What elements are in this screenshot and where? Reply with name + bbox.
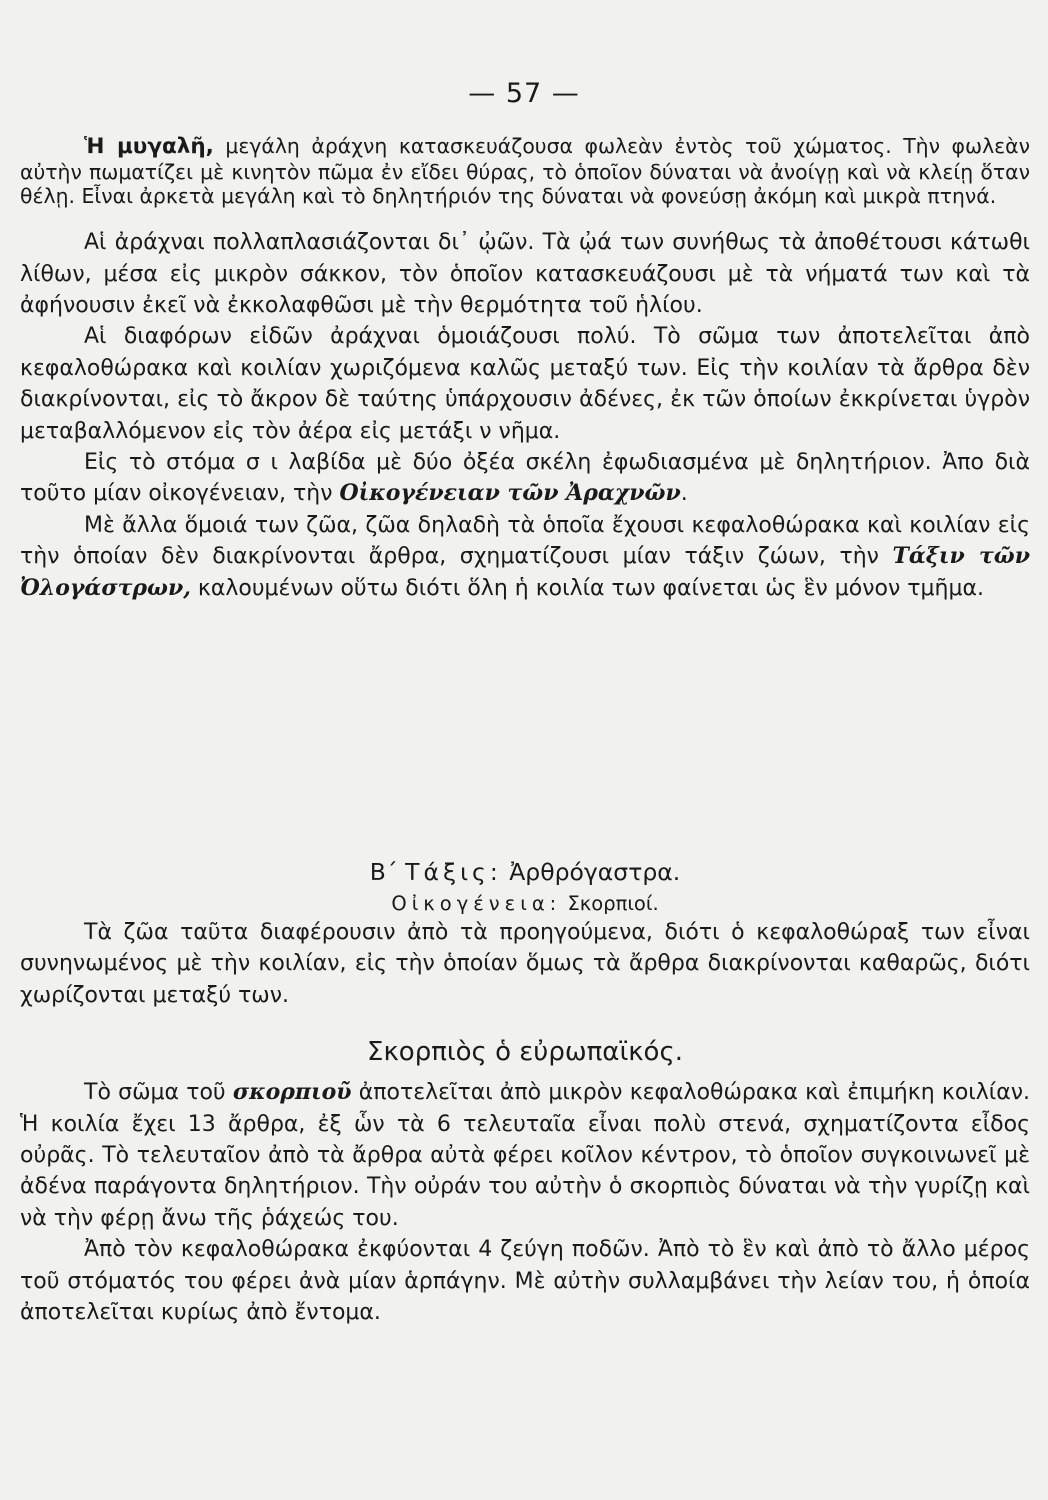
heading-family [20, 892, 1030, 915]
upper-text-block [20, 134, 1030, 604]
mygale-text: μεγάλη ἀράχνη κατασκευάζουσα φωλεὰν ἐντὸς τοῦ χώματος. Τὴν φωλεὰν αὐτὴν πωματίζει μὲ κινητὸν πῶμα ἐν εἴδει θύρας, τὸ ὁποῖον δύναται νὰ ἀνοίγῃ καὶ νὰ κλείῃ ὅταν θέλῃ. Εἶναι ἀρκετὰ μεγάλη καὶ τὸ δηλητήριόν της δύναται νὰ φονεύσῃ ἀκόμη καὶ μικρὰ πτηνά. [20, 134, 1030, 209]
paragraph-mouth [20, 447, 1030, 510]
paragraph-legs: Ἀπὸ τὸν κεφαλοθώρακα ἐκφύονται 4 ζεύγη ποδῶν. Ἀπὸ τὸ ἓν καὶ ἀπὸ τὸ ἄλλο μέρος τοῦ στόματός του φέρει ἀνὰ μίαν ἁρπάγην. Μὲ αὐτὴν συλλαμβάνει τὴν λείαν του, ἡ ὁποία ἀποτελεῖται κυρίως ἀπὸ ἔντομα. [20, 1237, 1030, 1326]
scorpion-text-1: Τὸ σῶμα τοῦ [84, 1080, 233, 1106]
heading-family-label: Οἰκογένεια: [391, 892, 562, 915]
heading-order [20, 858, 1030, 886]
heading-order-label: Τάξις: [405, 858, 502, 886]
mouth-text: Εἰς τὸ στόμα σ ι λαβίδα μὲ δύο ὀξέα σκέλη ἐφωδιασμένα μὲ δηλητήριον. Ἀπο διὰ τοῦτο μίαν οἰκογένειαν, τὴν [20, 449, 1030, 507]
order-text-2: καλουμένων οὕτω διότι ὅλη ἡ κοιλία των φαίνεται ὡς ἓν μόνον τμῆμα. [190, 575, 984, 601]
order-text-1: Μὲ ἄλλα ὅμοιά των ζῶα, ζῶα δηλαδὴ τὰ ὁποῖα ἔχουσι κεφαλοθώρακα καὶ κοιλίαν εἰς τὴν ὁποίαν δὲν διακρίνονται ἄρθρα, σχηματίζουσι μίαν τάξιν ζώων, τὴν [20, 512, 1030, 570]
scorpion-term: σκορπιοῦ [232, 1079, 352, 1106]
heading-order-name: Ἀρθρόγαστρα. [509, 858, 681, 886]
paragraph-eggs: Αἱ ἀράχναι πολλαπλασιάζονται δι᾽ ᾠῶν. Τὰ ᾠά των συνήθως τὰ ἀποθέτουσι κάτωθι λίθων, μέσα εἰς μικρὸν σάκκον, τὸν ὁποῖον κατασκευάζουσι μὲ τὰ νήματά των καὶ τὰ ἀφήνουσιν ἐκεῖ νὰ ἐκκολαφθῶσι μὲ τὴν θερμότητα τοῦ ἡλίου. [20, 230, 1030, 318]
paragraph-family: Τὰ ζῶα ταῦτα διαφέρουσιν ἀπὸ τὰ προηγούμενα, διότι ὁ κεφαλοθώραξ των εἶναι συνηνωμένος μὲ τὴν κοιλίαν, εἰς τὴν ὁποίαν ὅμως τὰ ἄρθρα διακρίνονται καθαρῶς, διότι χωρίζονται μεταξύ των. [20, 920, 1030, 1008]
heading-order-prefix: Β΄ [369, 858, 398, 886]
lower-text-block [20, 858, 1030, 1328]
order-term: Τάξιν τῶν Ὀλογάστρων, [20, 543, 1030, 601]
family-spiders-term: Οἰκογένειαν τῶν Ἀραχνῶν [339, 480, 681, 507]
paragraph-mygale [20, 134, 1030, 209]
paragraph-species: Αἱ διαφόρων εἰδῶν ἀράχναι ὁμοιάζουσι πολύ. Τὸ σῶμα των ἀποτελεῖται ἀπὸ κεφαλοθώρακα καὶ κοιλίαν χωριζόμενα καλῶς μεταξύ των. Εἰς τὴν κοιλίαν τὰ ἄρθρα δὲν διακρίνονται, εἰς τὸ ἄκρον δὲ ταύτης ὑπάρχουσιν ἀδένες, ἐκ τῶν ὁποίων ἐκκρίνεται ὑγρὸν μεταβαλλόμενον εἰς τὸν ἀέρα εἰς μετάξι ν νῆμα. [20, 324, 1030, 444]
heading-species: Σκορπιὸς ὁ εὐρωπαϊκός. [367, 1037, 683, 1068]
heading-family-name: Σκορπιοί. [567, 892, 659, 915]
mouth-tail: . [680, 481, 688, 507]
mygale-term: Ἡ μυγαλῆ, [84, 134, 214, 159]
scorpion-text-2: ἀποτελεῖται ἀπὸ μικρὸν κεφαλοθώρακα καὶ ἐπιμήκη κοιλίαν. Ἡ κοιλία ἔχει 13 ἄρθρα, ἐξ ὧν τὰ 6 τελευταῖα εἶναι πολὺ στενά, σχηματίζοντα εἶδος οὐρᾶς. Τὸ τελευταῖον ἀπὸ τὰ ἄρθρα αὐτὰ φέρει κοῖλον κέντρον, τὸ ὁποῖον συγκοινωνεῖ μὲ ἀδένα παράγοντα δηλητήριον. Τὴν οὐράν του αὐτὴν ὁ σκορπιὸς δύναται νὰ τὴν γυρίζῃ καὶ νὰ τὴν φέρῃ ἄνω τῆς ῥάχεώς του. [20, 1080, 1030, 1231]
page-number: — 57 — [468, 78, 580, 109]
paragraph-order [20, 510, 1030, 604]
paragraph-scorpion [20, 1077, 1030, 1234]
